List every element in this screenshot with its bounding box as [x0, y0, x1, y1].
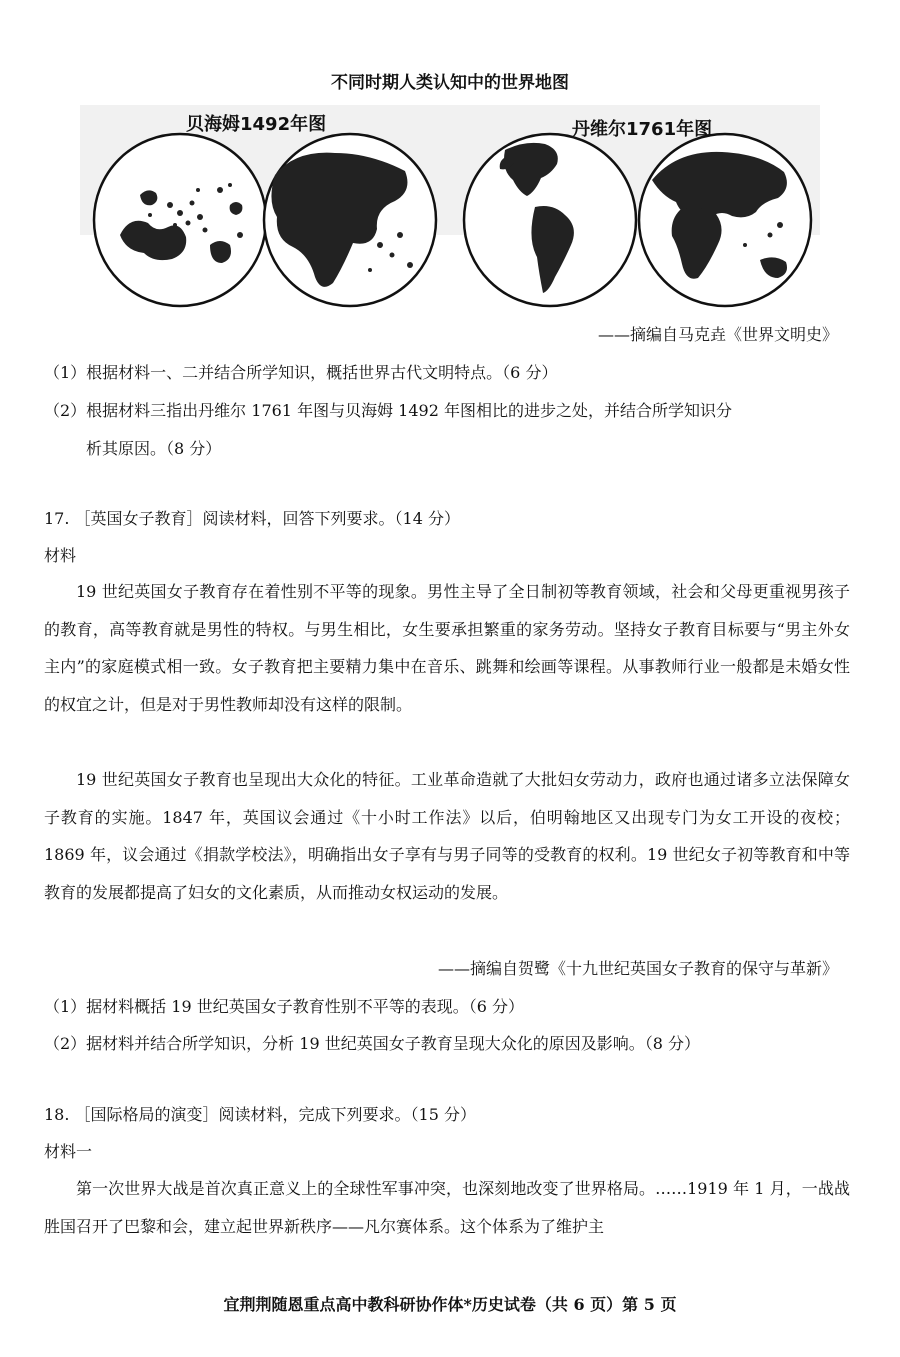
map-label-danville: 丹维尔1761年图 [572, 119, 713, 140]
q17-material-paragraph-2: 19 世纪英国女子教育也呈现出大众化的特征。工业革命造就了大批妇女劳动力，政府也通过诸多立法保障女子教育的实施。1847 年，英国议会通过《十小时工作法》以后，伯明翰地区又出现专门为女工开设的夜校；1869 年，议会通过《捐款学校法》，明确指出女子享有与男子同等的受教育的权利。19 世纪女子初等教育和中等教育的发展都提高了妇女的文化素质，从而推动女权运动的发展。 [44, 770, 850, 902]
q18-heading: 18. ［国际格局的演变］阅读材料，完成下列要求。（15 分） [44, 1105, 476, 1124]
figure-source: ——摘编自马克垚《世界文明史》 [597, 325, 838, 344]
q17-material-label: 材料 [44, 546, 77, 565]
q18-material-label: 材料一 [44, 1142, 93, 1161]
globe-behaim-east [264, 134, 436, 306]
figure-title: 不同时期人类认知中的世界地图 [331, 73, 569, 93]
q17-heading: 17. ［英国女子教育］阅读材料，回答下列要求。（14 分） [44, 509, 460, 528]
page-footer: 宜荆荆随恩重点高中教科研协作体*历史试卷（共 6 页）第 5 页 [223, 1295, 677, 1314]
q16-subquestion-2-line2: 析其原因。（8 分） [86, 439, 222, 458]
q17-subquestion-2: （2）据材料并结合所学知识，分析 19 世纪英国女子教育呈现大众化的原因及影响。（8 分） [44, 1034, 700, 1053]
map-label-behaim: 贝海姆1492年图 [186, 114, 327, 135]
q16-subquestion-2-line1: （2）根据材料三指出丹维尔 1761 年图与贝海姆 1492 年图相比的进步之处，并结合所学知识分 [44, 401, 732, 420]
q17-subquestion-1: （1）据材料概括 19 世纪英国女子教育性别不平等的表现。（6 分） [44, 997, 524, 1016]
globe-danville-west [464, 134, 636, 306]
globe-behaim-west [94, 134, 266, 306]
q17-material-paragraph-1: 19 世纪英国女子教育存在着性别不平等的现象。男性主导了全日制初等教育领域，社会和父母更重视男孩子的教育，高等教育就是男性的特权。与男生相比，女生要承担繁重的家务劳动。坚持女子教育目标要与“男主外女主内”的家庭模式相一致。女子教育把主要精力集中在音乐、跳舞和绘画等课程。从事教师行业一般都是未婚女性的权宜之计，但是对于男性教师却没有这样的限制。 [44, 582, 850, 714]
q17-source: ——摘编自贺鹭《十九世纪英国女子教育的保守与革新》 [437, 959, 838, 978]
q18-material-paragraph-1: 第一次世界大战是首次真正意义上的全球性军事冲突，也深刻地改变了世界格局。……1919 年 1 月，一战战胜国召开了巴黎和会，建立起世界新秩序——凡尔赛体系。这个体系为了维护主 [44, 1179, 850, 1236]
q16-subquestion-1: （1）根据材料一、二并结合所学知识，概括世界古代文明特点。（6 分） [44, 363, 558, 382]
globe-danville-east [639, 134, 811, 306]
